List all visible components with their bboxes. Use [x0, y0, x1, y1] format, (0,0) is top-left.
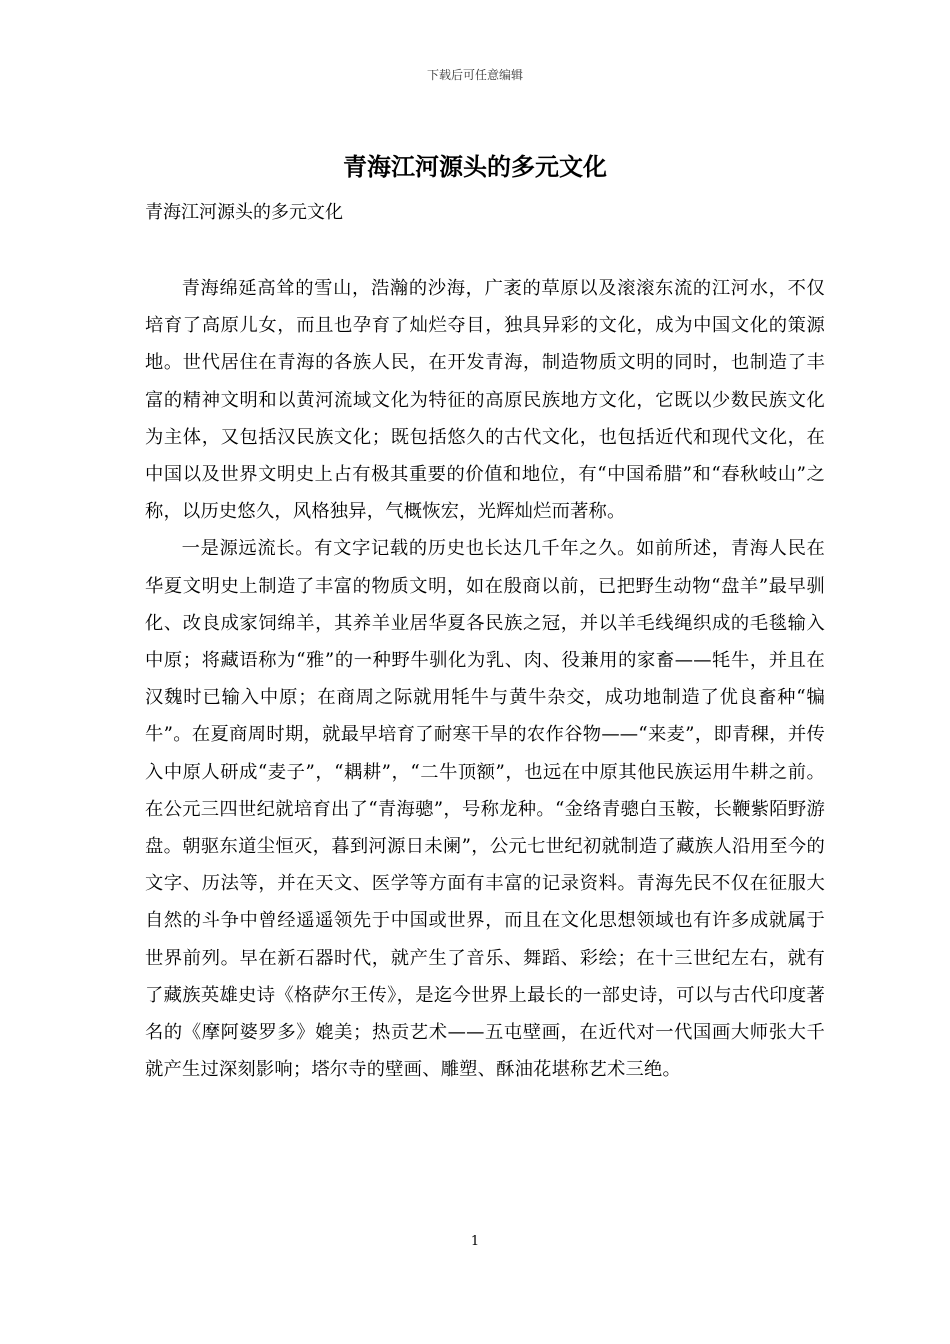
page-number: 1 — [470, 1234, 480, 1249]
paragraph-origin: 一是源远流长。有文字记载的历史也长达几千年之久。如前所述，青海人民在华夏文明史上制造了丰富的物质文明，如在殷商以前，已把野生动物“盘羊”最早驯化、改良成家饲绵羊，其养羊业居华夏各民族之冠，并以羊毛线绳织成的毛毯输入中原；将藏语称为“雅”的一种野牛驯化为乳、肉、役兼用的家畜——牦牛，并且在汉魏时已输入中原；在商周之际就用牦牛与黄牛杂交，成功地制造了优良畜种“犏牛”。在夏商周时期，就最早培育了耐寒干旱的农作谷物——“来麦”，即青稞，并传入中原人研成“麦子”，“耦耕”，“二牛顶额”，也远在中原其他民族运用牛耕之前。在公元三四世纪就培育出了“青海骢”，号称龙种。“金络青骢白玉鞍，长鞭紫陌野游盘。朝驱东道尘恒灭，暮到河源日未阑”，公元七世纪初就制造了藏族人沿用至今的文字、历法等，并在天文、医学等方面有丰富的记录资料。青海先民不仅在征服大自然的斗争中曾经遥遥领先于中国或世界，而且在文化思想领域也有许多成就属于世界前列。早在新石器时代，就产生了音乐、舞蹈、彩绘；在十三世纪左右，就有了藏族英雄史诗《格萨尔王传》，是迄今世界上最长的一部史诗，可以与古代印度著名的《摩阿婆罗多》媲美；热贡艺术——五屯壁画，在近代对一代国画大师张大千就产生过深刻影响；塔尔寺的壁画、雕塑、酥油花堪称艺术三绝。 — [145, 538, 825, 1081]
header-note: 下载后可任意编辑 — [426, 68, 523, 82]
paragraph-intro: 青海绵延高耸的雪山，浩瀚的沙海，广袤的草原以及滚滚东流的江河水，不仅培育了高原儿女，而且也孕育了灿烂夺目，独具异彩的文化，成为中国文化的策源地。世代居住在青海的各族人民，在开发青海，制造物质文明的同时，也制造了丰富的精神文明和以黄河流域文化为特征的高原民族地方文化，它既以少数民族文化为主体，又包括汉民族文化；既包括悠久的古代文化，也包括近代和现代文化，在中国以及世界文明史上占有极其重要的价值和地位，有“中国希腊”和“春秋岐山”之称，以历史悠久，风格独异，气概恢宏，光辉灿烂而著称。 — [145, 278, 825, 523]
document-subtitle: 青海江河源头的多元文化 — [145, 202, 343, 223]
document-body — [145, 270, 825, 1088]
document-title: 青海江河源头的多元文化 — [343, 152, 607, 181]
